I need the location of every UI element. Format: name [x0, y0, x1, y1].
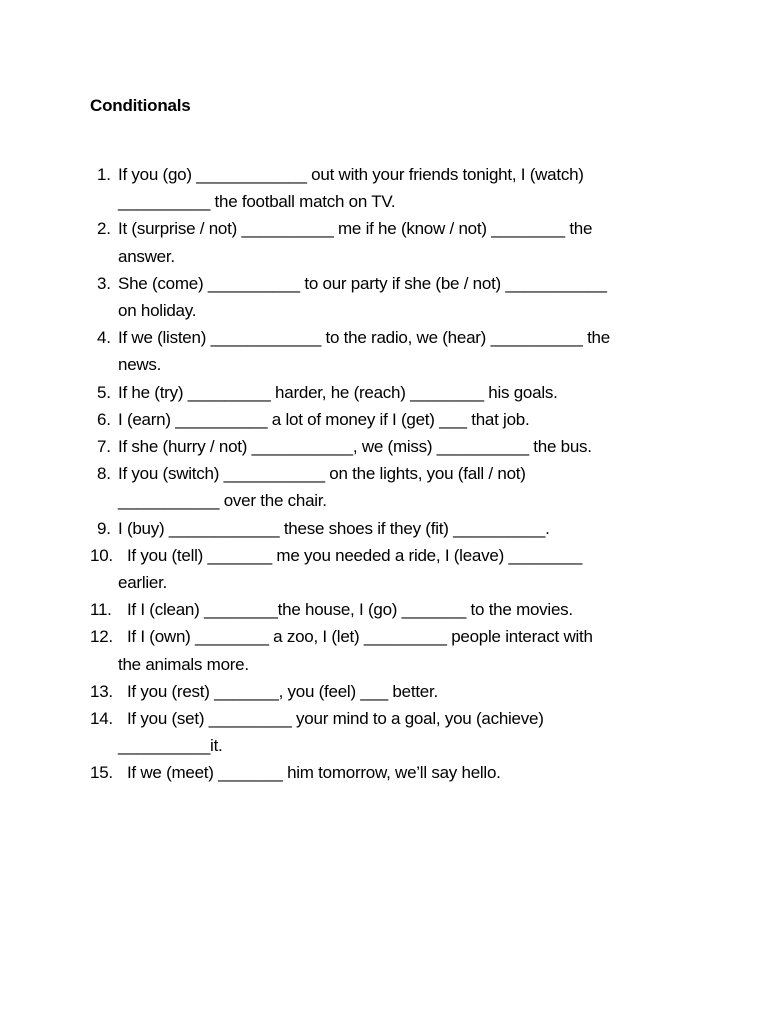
item-text-line: __________it. [118, 736, 223, 756]
exercise-item [0, 460, 678, 514]
item-text-line: If we (meet) _______ him tomorrow, we’ll say hello. [118, 763, 501, 783]
item-text-line: If you (go) ____________ out with your friends tonight, I (watch) [118, 165, 584, 184]
exercise-item [0, 433, 678, 460]
exercise-item [0, 161, 678, 215]
exercise-item [0, 596, 678, 623]
item-number: 5. [97, 382, 111, 402]
item-text-line: If you (switch) ___________ on the lights, you (fall / not) [118, 464, 526, 484]
item-text-line: She (come) __________ to our party if she (be / not) ___________ [118, 273, 607, 293]
item-text-line: __________ the football match on TV. [118, 192, 396, 212]
item-text-line: If you (tell) _______ me you needed a ride, I (leave) ________ [118, 545, 583, 565]
item-number: 7. [97, 437, 111, 457]
item-text-line: answer. [118, 246, 175, 266]
exercise-item [0, 215, 678, 269]
item-number: 4. [97, 328, 111, 348]
exercise-item [0, 705, 678, 759]
item-text-line: ___________ over the chair. [118, 491, 327, 511]
exercise-item [0, 759, 678, 786]
item-text-line: It (surprise / not) __________ me if he (know / not) ________ the [118, 219, 593, 239]
item-number: 11. [90, 600, 112, 620]
exercise-item [0, 379, 678, 406]
exercise-item [0, 515, 678, 542]
item-number: 14. [90, 709, 113, 729]
item-number: 2. [97, 219, 111, 239]
exercise-list [0, 161, 768, 787]
item-number: 6. [97, 409, 111, 429]
item-text-line: If you (rest) _______, you (feel) ___ better. [118, 681, 438, 701]
item-text-line: I (earn) __________ a lot of money if I (get) ___ that job. [118, 409, 530, 429]
exercise-item [0, 406, 678, 433]
item-text-line: If I (clean) ________the house, I (go) _______ to the movies. [118, 600, 573, 620]
exercise-item [0, 542, 678, 596]
item-number: 8. [97, 464, 111, 484]
item-number: 9. [97, 518, 111, 538]
exercise-item [0, 623, 678, 677]
page-title: Conditionals [90, 96, 191, 115]
item-number: 3. [97, 273, 111, 293]
item-text-line: I (buy) ____________ these shoes if they (fit) __________. [118, 518, 550, 538]
item-text-line: on holiday. [118, 301, 197, 321]
item-number: 15. [90, 763, 113, 783]
item-text-line: If she (hurry / not) ___________, we (miss) __________ the bus. [118, 437, 592, 457]
item-number: 13. [90, 681, 113, 701]
item-number: 12. [90, 627, 113, 647]
item-number: 10. [90, 545, 113, 565]
item-text-line: news. [118, 355, 162, 375]
item-text-line: If I (own) ________ a zoo, I (let) _________ people interact with [118, 627, 593, 647]
exercise-item [0, 678, 678, 705]
item-number: 1. [97, 165, 111, 184]
exercise-item [0, 270, 678, 324]
exercise-item [0, 324, 678, 378]
item-text-line: the animals more. [118, 654, 249, 674]
item-text-line: If you (set) _________ your mind to a goal, you (achieve) [118, 709, 544, 729]
item-text-line: earlier. [118, 573, 168, 593]
item-text-line: If he (try) _________ harder, he (reach) ________ his goals. [118, 382, 558, 402]
item-text-line: If we (listen) ____________ to the radio, we (hear) __________ the [118, 328, 610, 348]
